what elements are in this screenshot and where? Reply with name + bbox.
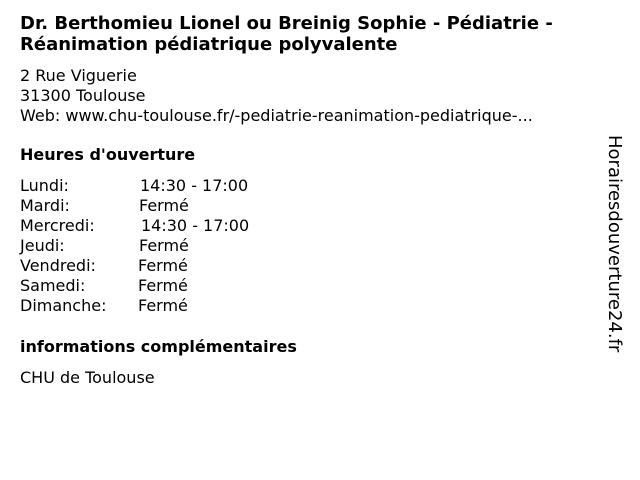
day-label: Samedi:	[20, 276, 86, 295]
day-label: Mardi:	[20, 196, 70, 215]
info-text: CHU de Toulouse	[20, 368, 155, 387]
page-title	[20, 13, 610, 55]
hours-row-tuesday	[20, 196, 610, 216]
title-line-1: Dr. Berthomieu Lionel ou Breinig Sophie - Pédiatrie -	[20, 13, 553, 34]
day-label: Mercredi:	[20, 216, 95, 235]
time-value: 14:30 - 17:00	[140, 176, 249, 195]
time-value: Fermé	[139, 196, 189, 215]
day-label: Jeudi:	[20, 236, 65, 255]
time-value: Fermé	[138, 296, 188, 315]
info-heading: informations complémentaires	[20, 337, 297, 356]
address-block	[20, 66, 610, 126]
time-value: Fermé	[138, 256, 188, 275]
time-value: Fermé	[139, 236, 189, 255]
day-label: Vendredi:	[20, 256, 96, 275]
day-label: Dimanche:	[20, 296, 107, 315]
opening-hours-table	[20, 176, 610, 316]
day-label: Lundi:	[20, 176, 69, 195]
listing-card	[20, 13, 610, 388]
title-line-2: Réanimation pédiatrique polyvalente	[20, 34, 398, 55]
hours-row-sunday	[20, 296, 610, 316]
hours-row-wednesday	[20, 216, 610, 236]
city-postal: 31300 Toulouse	[20, 86, 146, 105]
street-address: 2 Rue Viguerie	[20, 66, 137, 85]
time-value: Fermé	[138, 276, 188, 295]
website-link[interactable]: Web: www.chu-toulouse.fr/-pediatrie-reanimation-pediatrique-...	[20, 106, 533, 125]
hours-row-thursday	[20, 236, 610, 256]
time-value: 14:30 - 17:00	[141, 216, 250, 235]
hours-row-monday	[20, 176, 610, 196]
brand-watermark: Horairesdouverture24.fr	[604, 135, 625, 353]
hours-row-friday	[20, 256, 610, 276]
hours-row-saturday	[20, 276, 610, 296]
hours-heading: Heures d'ouverture	[20, 145, 196, 164]
